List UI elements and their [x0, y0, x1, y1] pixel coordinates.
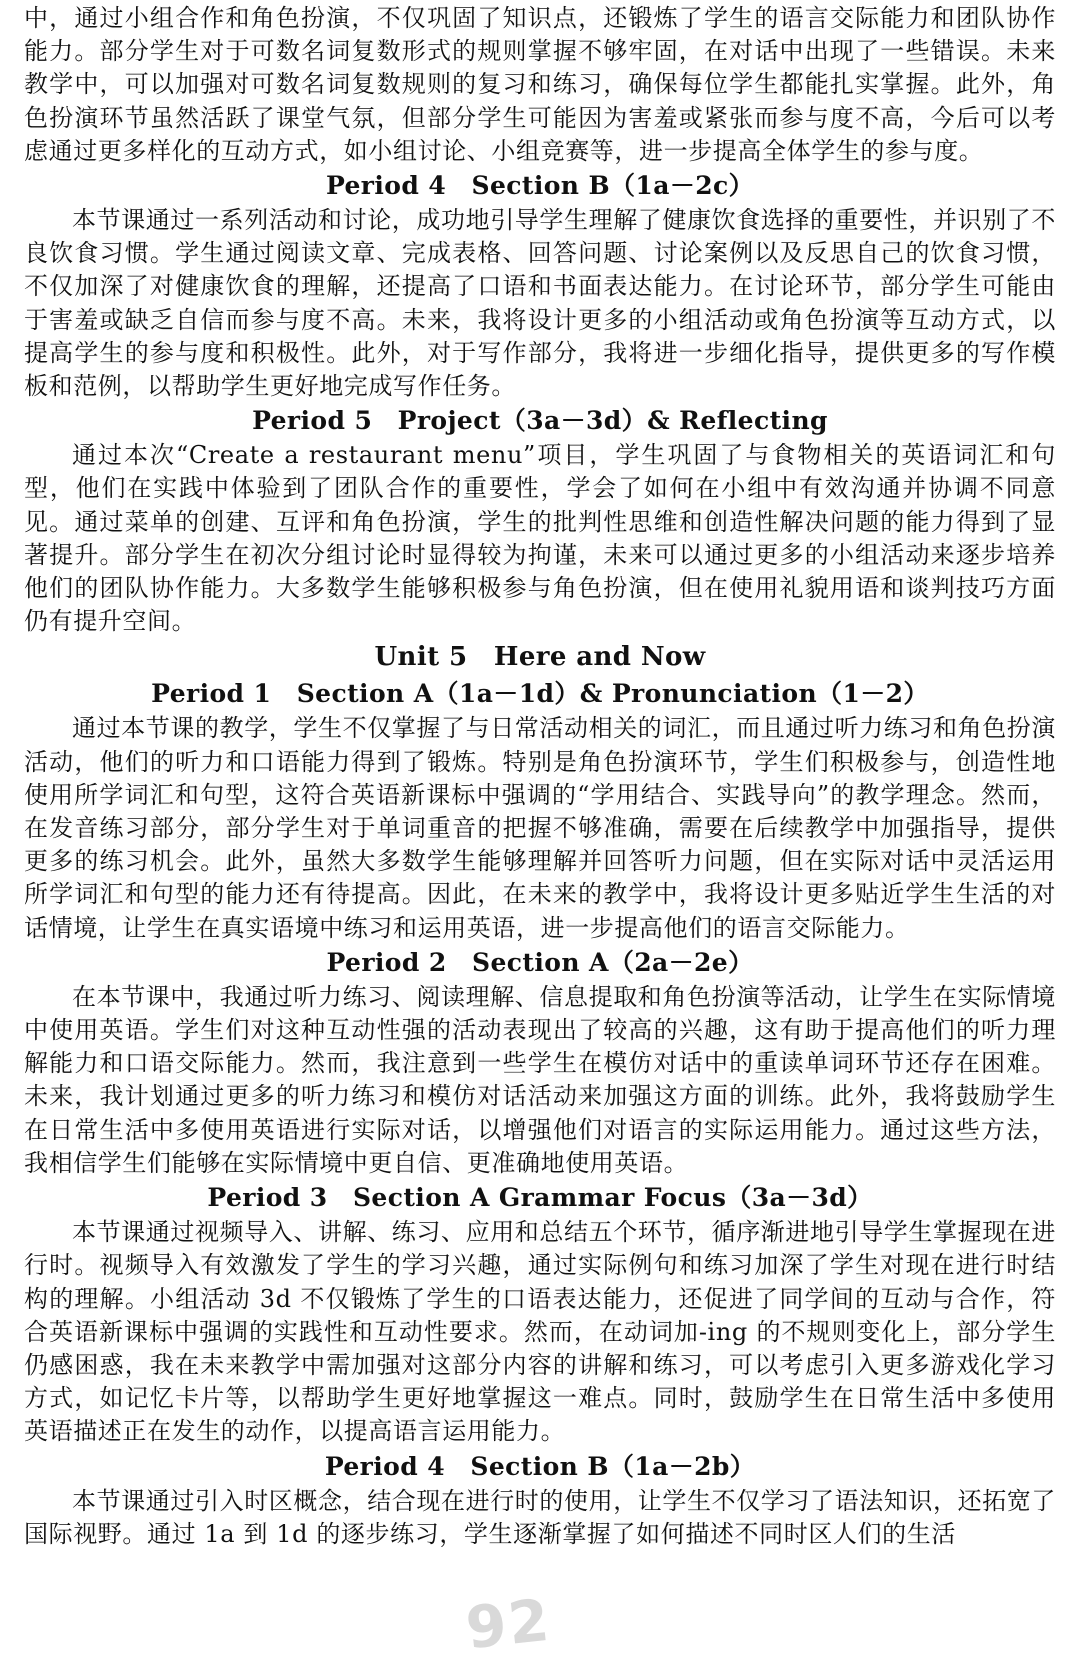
section-heading: Period 1 Section A（1a－1d）& Pronunciation（1－2）	[151, 679, 929, 709]
paragraph: 中，通过小组合作和角色扮演，不仅巩固了知识点，还锻炼了学生的语言交际能力和团队协作能力。部分学生对于可数名词复数形式的规则掌握不够牢固，在对话中出现了一些错误。未来教学中，可以加强对可数名词复数规则的复习和练习，确保每位学生都能扎实掌握。此外，角色扮演环节虽然活跃了课堂气氛，但部分学生可能因为害羞或紧张而参与度不高，今后可以考虑通过更多样化的互动方式，如小组讨论、小组竞赛等，进一步提高全体学生的参与度。	[24, 4, 1056, 165]
paragraph: 在本节课中，我通过听力练习、阅读理解、信息提取和角色扮演等活动，让学生在实际情境中使用英语。学生们对这种互动性强的活动表现出了较高的兴趣，这有助于提高他们的听力理解能力和口语交际能力。然而，我注意到一些学生在模仿对话中的重读单词环节还存在困难。未来，我计划通过更多的听力练习和模仿对话活动来加强这方面的训练。此外，我将鼓励学生在日常生活中多使用英语进行实际对话，以增强他们对语言的实际运用能力。通过这些方法，我相信学生们能够在实际情境中更自信、更准确地使用英语。	[24, 982, 1056, 1177]
section-heading: Period 5 Project（3a－3d）& Reflecting	[252, 406, 828, 436]
page-watermark: 92	[462, 1585, 555, 1662]
section-heading: Period 2 Section A（2a－2e）	[326, 947, 754, 977]
paragraph: 本节课通过视频导入、讲解、练习、应用和总结五个环节，循序渐进地引导学生掌握现在进行时。视频导入有效激发了学生的学习兴趣，通过实际例句和练习加深了学生对现在进行时结构的理解。小组活动 3d 不仅锻炼了学生的口语表达能力，还促进了同学间的互动与合作，符合英语新课标中强调的实践性和互动性要求。然而，在动词加-ing 的不规则变化上，部分学生仍感困惑，我在未来教学中需加强对这部分内容的讲解和练习，可以考虑引入更多游戏化学习方式，如记忆卡片等，以帮助学生更好地掌握这一难点。同时，鼓励学生在日常生活中多使用英语描述正在发生的动作，以提高语言运用能力。	[24, 1218, 1056, 1446]
paragraph: 通过本次“Create a restaurant menu”项目，学生巩固了与食物相关的英语词汇和句型，他们在实践中体验到了团队合作的重要性，学会了如何在小组中有效沟通并协调不同意见。通过菜单的创建、互评和角色扮演，学生的批判性思维和创造性解决问题的能力得到了显著提升。部分学生在初次分组讨论时显得较为拘谨，未来可以通过更多的小组活动来逐步培养他们的团队协作能力。大多数学生能够积极参与角色扮演，但在使用礼貌用语和谈判技巧方面仍有提升空间。	[24, 441, 1056, 636]
paragraph: 本节课通过一系列活动和讨论，成功地引导学生理解了健康饮食选择的重要性，并识别了不良饮食习惯。学生通过阅读文章、完成表格、回答问题、讨论案例以及反思自己的饮食习惯，不仅加深了对健康饮食的理解，还提高了口语和书面表达能力。在讨论环节，部分学生可能由于害羞或缺乏自信而参与度不高。未来，我将设计更多的小组活动或角色扮演等互动方式，以提高学生的参与度和积极性。此外，对于写作部分，我将进一步细化指导，提供更多的写作模板和范例，以帮助学生更好地完成写作任务。	[24, 206, 1056, 401]
paragraph: 通过本节课的教学，学生不仅掌握了与日常活动相关的词汇，而且通过听力练习和角色扮演活动，他们的听力和口语能力得到了锻炼。特别是角色扮演环节，学生们积极参与，创造性地使用所学词汇和句型，这符合英语新课标中强调的“学用结合、实践导向”的教学理念。然而，在发音练习部分，部分学生对于单词重音的把握不够准确，需要在后续教学中加强指导，提供更多的练习机会。此外，虽然大多数学生能够理解并回答听力问题，但在实际对话中灵活运用所学词汇和句型的能力还有待提高。因此，在未来的教学中，我将设计更多贴近学生生活的对话情境，让学生在真实语境中练习和运用英语，进一步提高他们的语言交际能力。	[24, 714, 1056, 942]
section-heading: Period 3 Section A Grammar Focus（3a－3d）	[207, 1183, 873, 1213]
section-heading: Period 4 Section B（1a－2c）	[325, 171, 755, 201]
section-heading: Period 4 Section B（1a－2b）	[324, 1451, 756, 1481]
unit-heading: Unit 5 Here and Now	[374, 642, 706, 673]
document-page	[24, 2, 1056, 1551]
paragraph: 本节课通过引入时区概念，结合现在进行时的使用，让学生不仅学习了语法知识，还拓宽了国际视野。通过 1a 到 1d 的逐步练习，学生逐渐掌握了如何描述不同时区人们的生活	[24, 1486, 1056, 1548]
